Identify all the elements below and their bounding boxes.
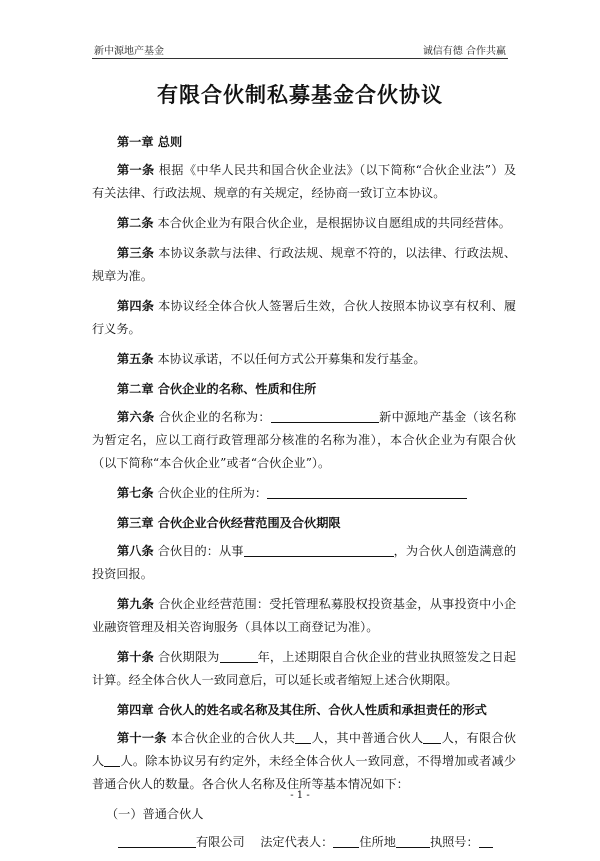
document-title: 有限合伙制私募基金合伙协议 <box>157 82 443 107</box>
address-blank[interactable] <box>267 485 467 499</box>
article-2 <box>92 212 516 235</box>
article-10-label: 第十条 <box>117 650 154 664</box>
article-6-post: 新中源地产基金（该名称为暂定名，应以工商行政管理部分核准的名称为准），本合伙企业为有限合伙（以下简称“本合伙企业”或者“合伙企业”）。 <box>92 410 517 470</box>
header-divider <box>92 58 508 59</box>
article-11-s3: 人，有限合伙人 <box>92 731 517 768</box>
gp-license-label: 执照号： <box>429 835 479 849</box>
article-8-label: 第八条 <box>117 544 154 558</box>
license-no-blank[interactable] <box>479 834 493 848</box>
chapter-1-heading: 第一章 总则 <box>117 135 183 149</box>
article-3-label: 第三条 <box>117 246 155 260</box>
document-body <box>92 131 516 861</box>
article-3 <box>92 242 516 288</box>
article-6 <box>92 406 516 475</box>
article-11-s2: 人，其中普通合伙人 <box>311 731 424 745</box>
article-4-label: 第四条 <box>117 299 155 313</box>
company-name-blank[interactable] <box>118 834 196 848</box>
gp-company-label: 有限公司 <box>196 835 245 849</box>
article-2-label: 第二条 <box>117 216 154 230</box>
article-10 <box>92 646 516 692</box>
general-partner-heading: （一）普通合伙人 <box>106 807 204 821</box>
header-right-text: 诚信有德 合作共赢 <box>422 46 506 57</box>
gp-address-label: 住所地 <box>359 835 396 849</box>
article-9 <box>92 593 516 639</box>
gp-legal-rep-label: 法定代表人： <box>260 835 334 849</box>
article-6-label: 第六条 <box>117 410 155 424</box>
article-1 <box>92 159 516 205</box>
article-1-label: 第一条 <box>117 163 155 177</box>
article-5 <box>92 348 516 371</box>
article-6-pre: 合伙企业的名称为： <box>158 410 271 424</box>
article-7-pre: 合伙企业的住所为： <box>157 486 268 500</box>
general-partner-row <box>92 831 516 854</box>
chapter-2-heading: 第二章 合伙企业的名称、性质和住所 <box>117 382 317 396</box>
limited-partners-blank[interactable] <box>104 753 120 767</box>
fund-name-blank[interactable] <box>271 409 379 423</box>
article-8-pre: 合伙目的：从事 <box>157 544 244 558</box>
article-8 <box>92 540 516 586</box>
article-3-text: 本协议条款与法律、行政法规、规章不符的，以法律、行政法规、规章为准。 <box>92 246 517 283</box>
article-2-text: 本合伙企业为有限合伙企业，是根据协议自愿组成的共同经营体。 <box>157 216 511 230</box>
business-scope-blank[interactable] <box>244 543 394 557</box>
article-4 <box>92 295 516 341</box>
article-10-pre: 合伙期限为 <box>157 650 220 664</box>
total-partners-blank[interactable] <box>295 730 311 744</box>
header-left-text: 新中源地产基金 <box>94 46 164 57</box>
article-9-text: 合伙企业经营范围：受托管理私募股权投资基金，从事投资中小企业融资管理及相关咨询服务（具体以工商登记为准）。 <box>92 597 517 634</box>
article-5-label: 第五条 <box>117 352 154 366</box>
page-number: - 1 - <box>290 790 310 801</box>
article-9-label: 第九条 <box>117 597 155 611</box>
article-7-label: 第七条 <box>117 486 154 500</box>
article-1-text: 根据《中华人民共和国合伙企业法》（以下简称“合伙企业法”）及有关法律、行政法规、规章的有关规定，经协商一致订立本协议。 <box>92 163 517 200</box>
chapter-4-heading: 第四章 合伙人的姓名或名称及其住所、合伙人性质和承担责任的形式 <box>117 703 487 717</box>
article-7 <box>92 482 516 505</box>
article-11-s4: 人。除本协议另有约定外，未经全体合伙人一致同意，不得增加或者减少普通合伙人的数量。各合伙人名称及住所等基本情况如下： <box>92 754 517 791</box>
article-4-text: 本协议经全体合伙人签署后生效，合伙人按照本协议享有权利、履行义务。 <box>92 299 517 336</box>
article-11 <box>92 727 516 796</box>
chapter-3-heading: 第三章 合伙企业合伙经营范围及合伙期限 <box>117 516 341 530</box>
legal-rep-blank[interactable] <box>333 834 359 848</box>
general-partners-blank[interactable] <box>423 730 441 744</box>
article-11-label: 第十一条 <box>117 731 167 745</box>
article-8-post: ，为合伙人创造满意的投资回报。 <box>92 544 517 581</box>
term-years-blank[interactable] <box>220 649 258 663</box>
article-5-text: 本协议承诺，不以任何方式公开募集和发行基金。 <box>157 352 426 366</box>
address-field-blank[interactable] <box>396 834 430 848</box>
article-11-s1: 本合伙企业的合伙人共 <box>170 731 296 745</box>
article-10-post: 年，上述期限自合伙企业的营业执照签发之日起计算。经全体合伙人一致同意后，可以延长或者缩短上述合伙期限。 <box>92 650 517 687</box>
